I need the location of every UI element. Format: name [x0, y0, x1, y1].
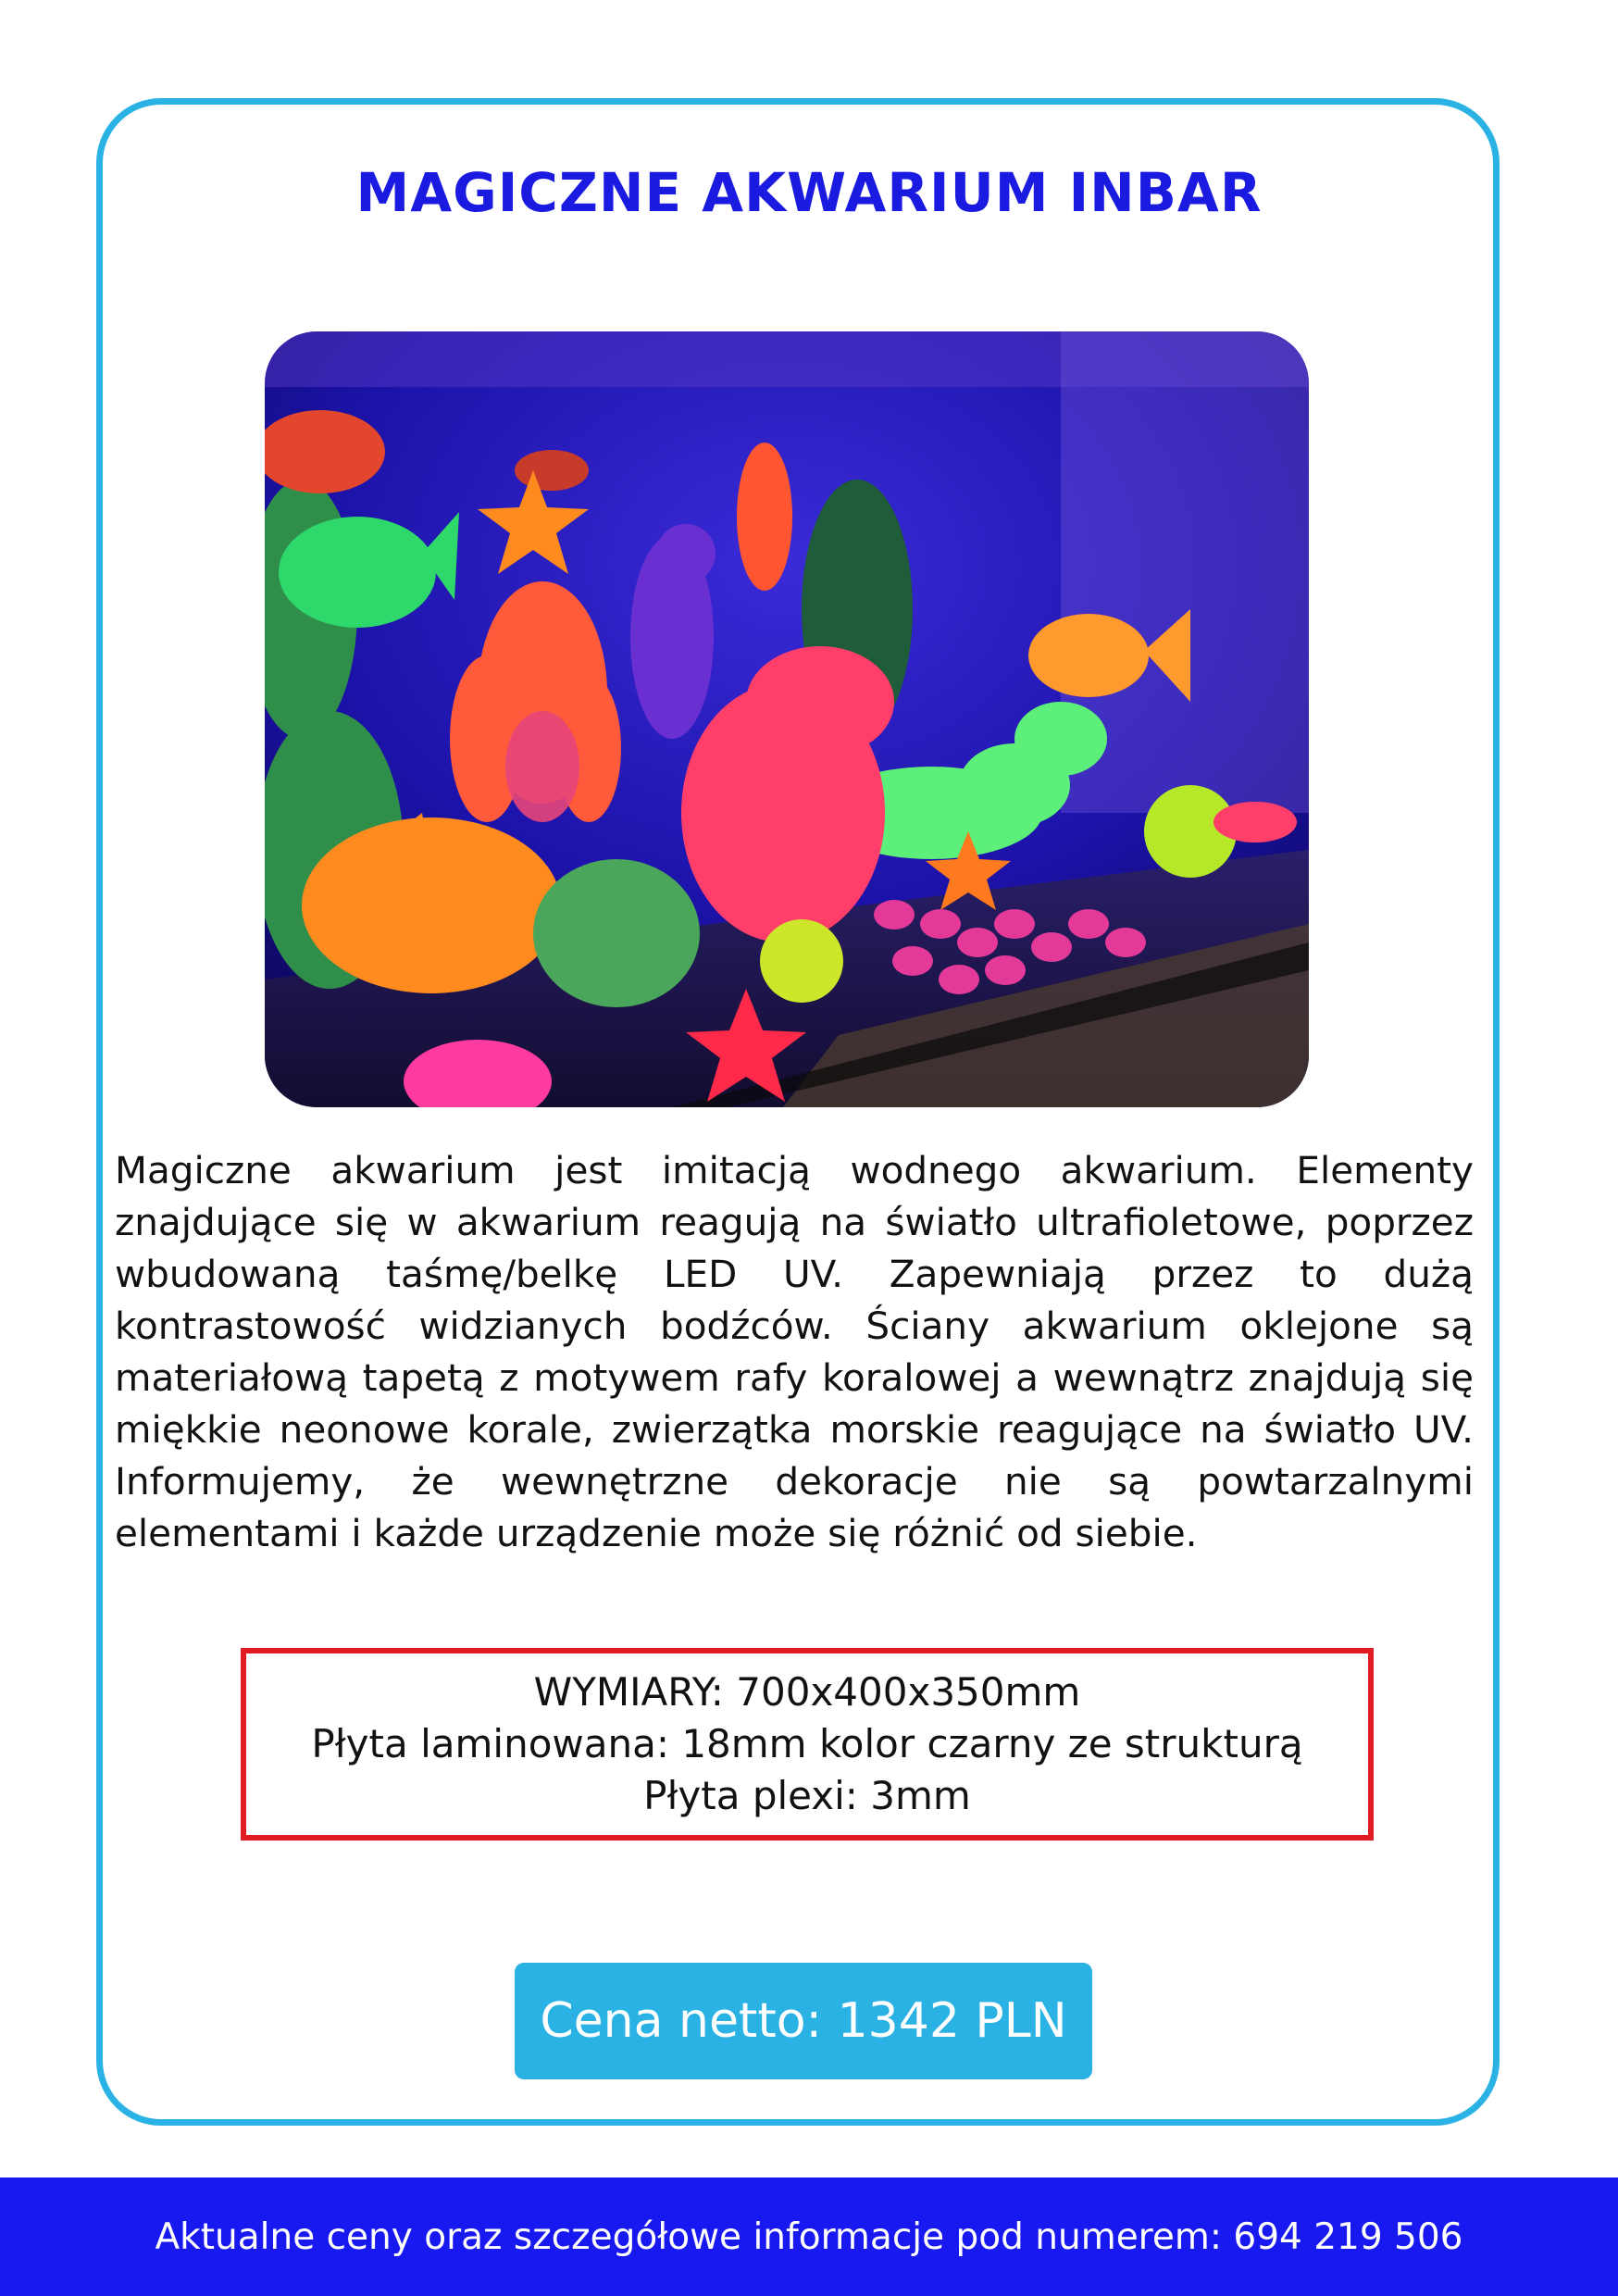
spec-dimensions: WYMIARY: 700x400x350mm [533, 1669, 1081, 1715]
spec-plexi: Płyta plexi: 3mm [643, 1773, 971, 1818]
price-button[interactable]: Cena netto: 1342 PLN [515, 1963, 1092, 2079]
aquarium-photo [265, 331, 1309, 1107]
footer-contact-text: Aktualne ceny oraz szczegółowe informacje pod numerem: 694 219 506 [155, 2215, 1463, 2258]
spec-laminate: Płyta laminowana: 18mm kolor czarny ze strukturą [311, 1721, 1303, 1766]
product-description: Magiczne akwarium jest imitacją wodnego akwarium. Elementy znajdujące się w akwarium reagują na światło ultrafioletowe, poprzez wbudowaną taśmę/belkę LED UV. Zapewniają przez to dużą kontrastowość widzianych bodźców. Ściany akwarium oklejone są materiałową tapetą z motywem rafy koralowej a wewnątrz znajdują się miękkie neonowe korale, zwierzątka morskie reagujące na światło UV. Informujemy, że wewnętrzne dekoracje nie są powtarzalnymi elementami i każde urządzenie może się różnić od siebie. [115, 1148, 1474, 1555]
aquarium-illustration [265, 331, 1309, 1107]
specifications-box [241, 1648, 1374, 1841]
page-title: MAGICZNE AKWARIUM INBAR [355, 161, 1263, 224]
footer-banner [0, 2177, 1618, 2296]
